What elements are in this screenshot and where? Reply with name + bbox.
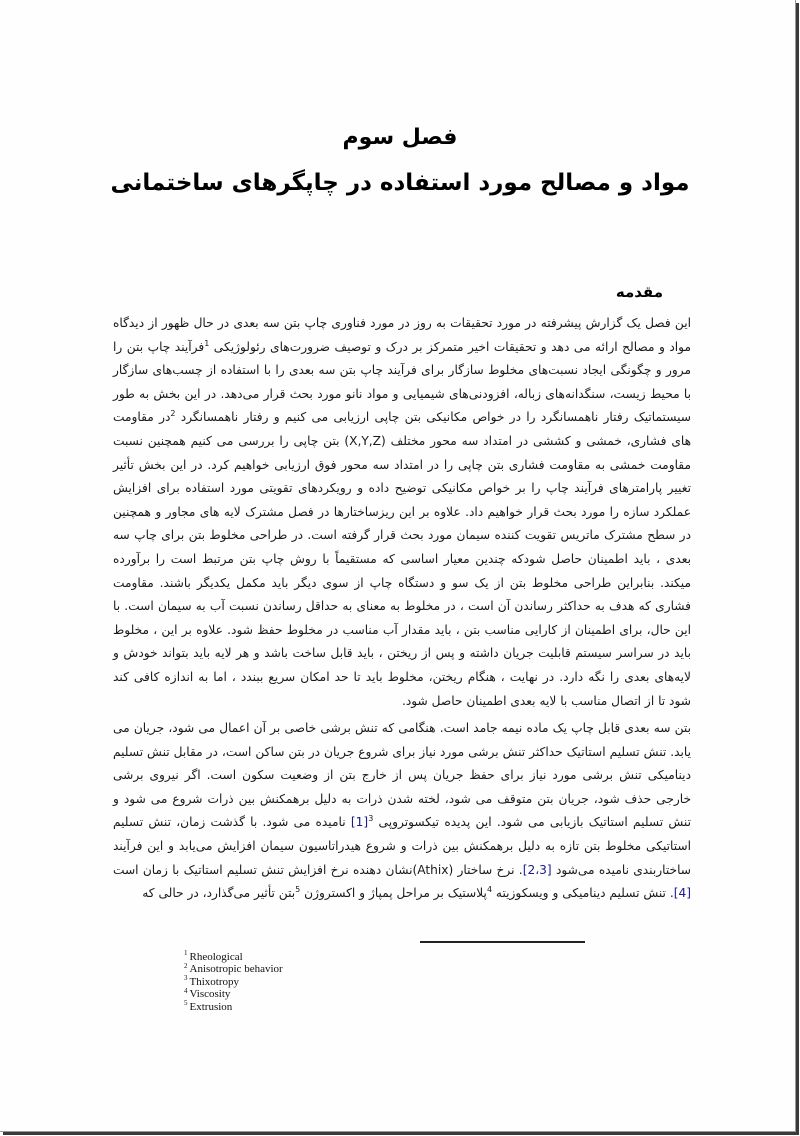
paragraph-intro — [113, 312, 691, 713]
paragraph-rheology — [113, 717, 691, 906]
footnote-item — [184, 976, 283, 988]
text-segment: نامیده می شود. با گذشت زمان، تنش تسلیم استاتیکی مخلوط بتن تازه به دلیل برهمکنش بین ذرات و شروع هیدراتاسیون سیمان افزایش می‌یابد و این فرآیند ساختاربندی نامیده می‌شود — [113, 815, 691, 877]
footnote-mark: 1 — [204, 338, 210, 348]
footnote-text: Extrusion — [189, 1000, 233, 1013]
text-segment: . نرخ ساختار ( — [448, 862, 523, 877]
text-segment: بتن تأثیر می‌گذارد، در حالی که — [142, 886, 296, 901]
footnote-mark: 4 — [486, 885, 493, 895]
section-heading: مقدمه — [615, 283, 663, 301]
text-segment: پلاستیک بر مراحل پمپاژ و اکستروژن — [300, 886, 487, 901]
text-segment: فرآیند چاپ بتن را مرور و چگونگی ایجاد نسبت‌های مخلوط سازگار برای فرآیند چاپ بتن سه بعدی را با استفاده از چسب‌های سازگار با محیط زیست، سنگدانه‌های زباله، افزودنی‌های شیمیایی و مواد نانو مورد بحث قرار می‌دهد. در این بخش به طور سیستماتیک رفتار ناهمسانگرد را در خواص مکانیکی بتن چاپی ارزیابی می کنیم و رفتار ناهمسانگرد — [113, 339, 691, 425]
citation: [4] — [673, 886, 691, 901]
text-segment: )نشان دهنده نرخ افزایش تنش تسلیم استاتیک با زمان است — [113, 862, 418, 877]
text-segment: در مقاومت های فشاری، خمشی و کششی در امتداد سه محور مختلف (X,Y,Z) بتن چاپی را بررسی می کنیم همچنین نسبت مقاومت خمشی به مقاومت فشاری بتن چاپی را در امتداد سه محور فوق ارزیابی خواهیم کرد. در این بخش تأثیر تغییر پارامترهای فرآیند چاپ را بر خواص مکانیکی توضیح داده و رویکردهای تقویتی مورد استفاده برای افزایش عملکرد سازه را مورد بحث قرار خواهیم داد. علاوه بر این ریزساختارها در فصل مشترک لایه های مجاور و همچنین در سطح مشترک ماتریس تقویت کننده سیمان مورد بحث قرار گرفته است. در طراحی مخلوط بتن برای چاپ سه بعدی ، باید اطمینان حاصل شودکه چندین معیار اساسی که مستقیماً با روش چاپ بتن مرتبط است را برآورده میکند. بنابراین طراحی مخلوط بتن از یک سو و دستگاه چاپ از سوی دیگر باید مکمل یکدیگر باشند. مقاومت فشاری که هدف به حداکثر رساندن آن است ، در مخلوط به معنای به حداقل رساندن نسبت آب به سیمان است. با این حال، برای اطمینان از کارایی مناسب بتن ، باید مقدار آب مناسب در مخلوط حفظ شود. علاوه بر این ، مخلوط باید در سراسر سیستم قابلیت جریان داشته و پس از ریختن ، باید قابل ساخت باشد و هر لایه باید بتواند خودش و لایه‌های بعدی را نگه دارد. در نهایت ، هنگام ریختن، مخلوط باید تا حد امکان سریع ببندد ، اما به اندازه کافی کند شود تا از اتصال مناسب با لایه بعدی اطمینان حاصل شود. — [113, 410, 691, 708]
footnote-text: Thixotropy — [189, 975, 239, 988]
footnote-number: 4 — [184, 986, 188, 995]
footnote-text: Viscosity — [189, 988, 231, 1001]
footnote-item — [184, 998, 283, 1013]
chapter-label: فصل سوم — [342, 125, 458, 150]
footnote-item — [184, 963, 283, 975]
footnote-text: Anisotropic behavior — [189, 963, 283, 976]
chapter-title: مواد و مصالح مورد استفاده در چاپگرهای ساختمانی — [110, 170, 690, 196]
citation: [1] — [350, 815, 369, 830]
footnote-mark: 5 — [295, 885, 301, 895]
footnote-number: 5 — [184, 998, 188, 1007]
text-segment: . تنش تسلیم دینامیکی و ویسکوزیته — [492, 886, 674, 901]
footnote-text: Rheological — [189, 951, 243, 963]
text-segment: بتن سه بعدی قابل چاپ یک ماده نیمه جامد است. هنگامی که تنش برشی خاصی بر آن اعمال می شود، جریان می یابد. تنش تسلیم استاتیک حداکثر تنش برشی مورد نیاز برای شروع جریان در بتن ساکن است، در مقابل تنش تسلیم دینامیکی تنش برشی مورد نیاز برای حفظ جریان پس از خارج بتن از وضعیت سکون است. اگر نیروی برشی خارجی حذف شود، جریان بتن متوقف می شود، لخته شدن ذرات به دلیل برهمکنش بین ذرات شروع می شود و تنش تسلیم استاتیک بازیابی می شود. این پدیده تیکسوتروپی — [113, 721, 691, 830]
text-segment: این فصل یک گزارش پیشرفته در مورد تحقیقات به روز در مورد فناوری چاپ بتن سه بعدی در حال ظهور از دیدگاه مواد و مصالح ارائه می دهد و تحقیقات اخیر متمرکز بر درک و توصیف ضرورت‌های رئولوژیکی — [113, 316, 691, 354]
footnote-number: 2 — [184, 961, 188, 970]
citation: [2،3] — [522, 862, 552, 877]
body-text — [113, 312, 691, 910]
footnotes — [184, 951, 283, 1013]
footnote-separator — [420, 941, 585, 943]
footnote-item — [184, 951, 283, 963]
footnote-mark: 3 — [368, 814, 374, 824]
footnote-number: 1 — [184, 949, 188, 958]
footnote-number: 3 — [184, 974, 188, 983]
math-symbol: Athix — [417, 862, 449, 877]
footnote-mark: 2 — [170, 409, 176, 419]
footnote-item — [184, 988, 283, 1000]
